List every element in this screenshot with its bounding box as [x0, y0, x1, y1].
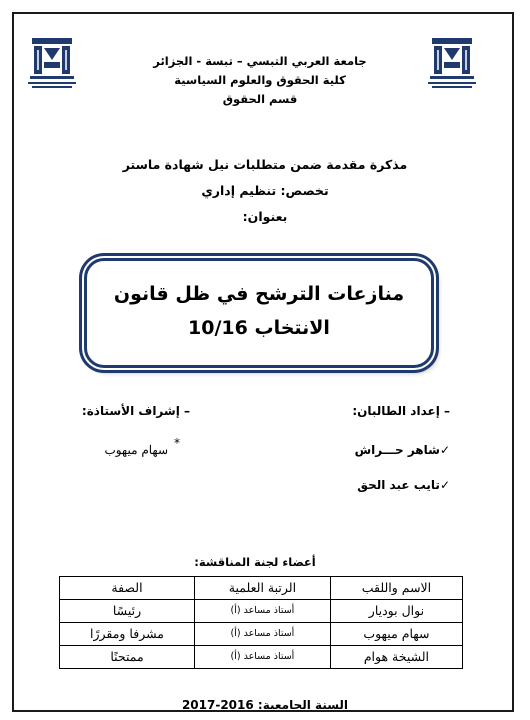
- university-name: جامعة العربي التبسي – تبسة - الجزائر: [153, 54, 367, 68]
- prepared-by-label: – إعداد الطالبان:: [352, 404, 450, 418]
- thesis-requirement: مذكرة مقدمة ضمن متطلبات نيل شهادة ماستر: [122, 157, 408, 172]
- table-row: [60, 623, 463, 646]
- member-rank: أستاذ مساعد (أ): [194, 600, 330, 623]
- member-rank: أستاذ مساعد (أ): [194, 623, 330, 646]
- member-role: مشرفا ومقررًا: [60, 623, 195, 646]
- supervision-label: – إشراف الأستاذة:: [81, 404, 190, 418]
- title-intro: بعنوان:: [242, 209, 288, 224]
- column-header: الرتبة العلمية: [194, 577, 330, 600]
- committee-table: [59, 576, 463, 669]
- member-name: سهام ميهوب: [330, 623, 462, 646]
- column-header: الاسم واللقب: [330, 577, 462, 600]
- table-row: [60, 600, 463, 623]
- bullet-star: *: [174, 436, 180, 450]
- title-frame: [84, 258, 434, 368]
- supervisor-name: سهام ميهوب: [104, 443, 168, 457]
- university-logo-left: [24, 34, 80, 92]
- university-logo-right: [424, 34, 480, 92]
- thesis-specialty: تخصص: تنظيم إداري: [201, 183, 329, 198]
- thesis-title-line2: الانتخاب 10/16: [188, 317, 330, 339]
- column-header: الصفة: [60, 577, 195, 600]
- table-header-row: [60, 577, 463, 600]
- student-name: ✓شاهر حـــراش: [354, 443, 450, 457]
- member-role: رئيسًا: [60, 600, 195, 623]
- student-name: ✓تايب عبد الحق: [357, 478, 450, 492]
- member-name: نوال بوديار: [330, 600, 462, 623]
- faculty-name: كلية الحقوق والعلوم السياسية: [174, 73, 346, 87]
- table-row: [60, 646, 463, 669]
- member-role: ممتحنًا: [60, 646, 195, 669]
- member-name: الشيخة هوام: [330, 646, 462, 669]
- department-name: قسم الحقوق: [222, 92, 298, 106]
- academic-year: السنة الجامعية: 2016-2017: [181, 698, 349, 712]
- thesis-title-line1: منازعات الترشح في ظل قانون: [113, 283, 405, 305]
- committee-label: أعضاء لجنة المناقشة:: [194, 555, 316, 569]
- member-rank: أستاذ مساعد (أ): [194, 646, 330, 669]
